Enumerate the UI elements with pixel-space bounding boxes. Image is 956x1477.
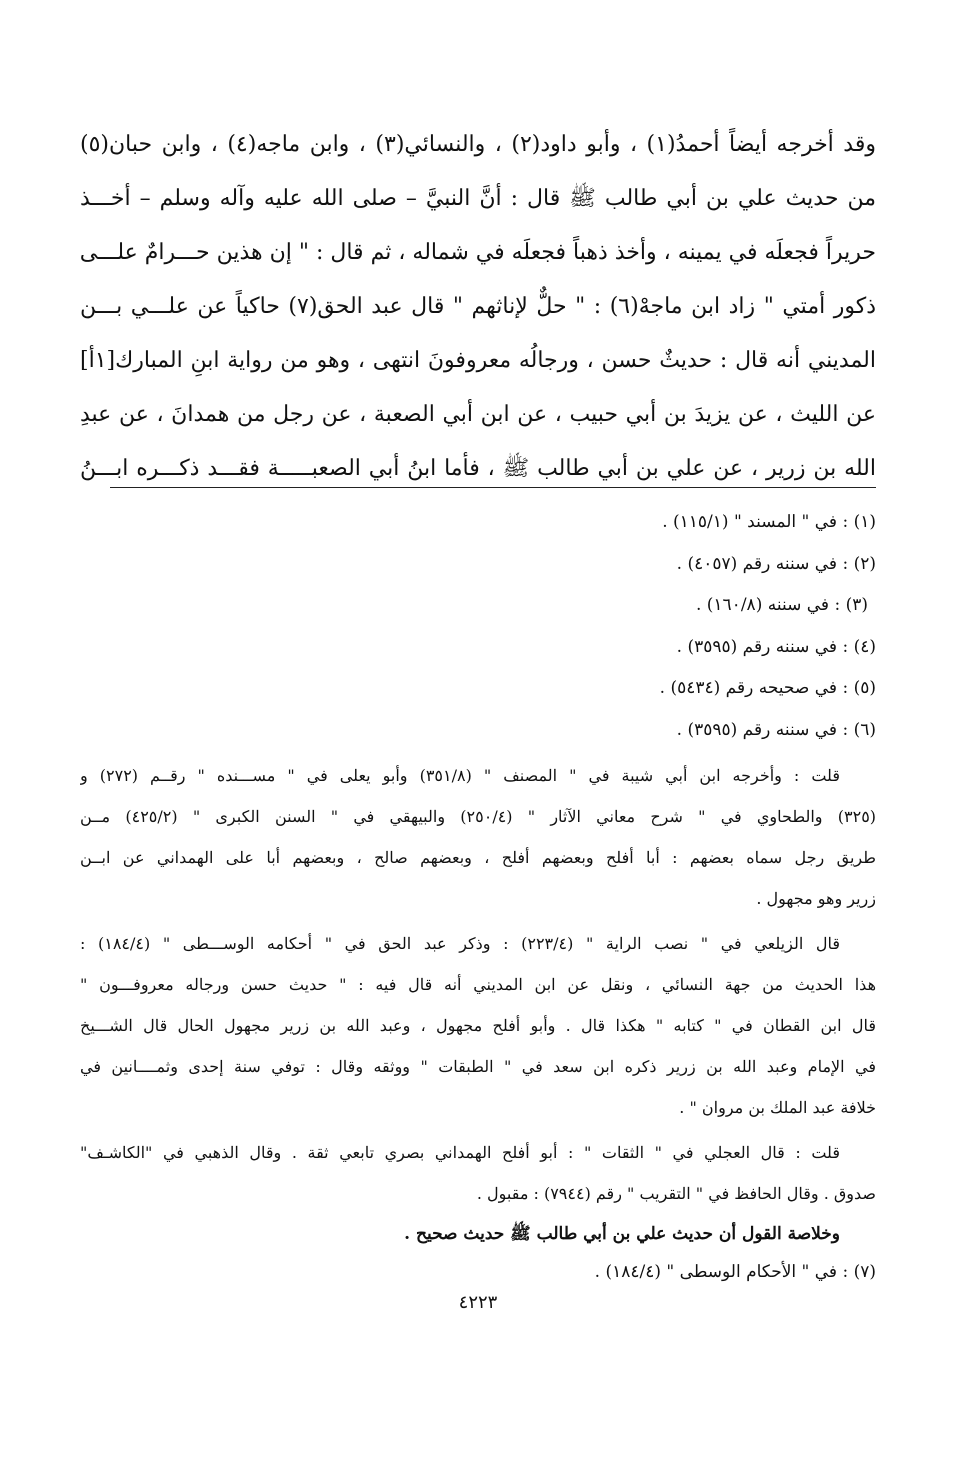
- footnote-5: (٥) : في صحيحه رقم (٥٤٣٤) .: [659, 678, 876, 698]
- note-line: قلت : قال العجلي في " الثقات " : أبو أفلح الهمداني بصري تابعي ثقة . وقال الذهبي في "الكاشـف": [80, 1143, 840, 1162]
- note-block-3: [80, 1132, 876, 1214]
- main-text: [80, 118, 876, 496]
- main-line: ذكور أمتي " زاد ابن ماجهْ(٦) : " حلٌّ لإناثهم " قال عبد الحق(٧) حاكياً عن علـــي بـــن: [80, 294, 876, 319]
- note-line: في الإمام وعبد الله بن زرير ذكره ابن سعد في " الطبقات " ووثقه وقال : توفي سنة إحدى وثمــــانين في: [80, 1057, 876, 1076]
- note-line: هذا الحديث من جهة النسائي ، ونقل عن ابن المديني أنه قال فيه : " حديث حسن ورجاله معروفـــون ": [80, 975, 876, 994]
- note-line: قال ابن القطان في " كتابه " هكذا قال . وأبو أفلح مجهول ، وعبد الله بن زرير مجهول الحال قال الشـــيخ: [80, 1016, 876, 1035]
- main-line: من حديث علي بن أبي طالب ﷺ قال : أنَّ النبيَّ – صلى الله عليه وآله وسلم – أخـــذ: [80, 186, 876, 211]
- note-line: خلافة عبد الملك بن مروان " .: [679, 1098, 876, 1117]
- footnote-7: (٧) : في " الأحكام الوسطى " (١٨٤/٤) .: [594, 1262, 876, 1282]
- note-block-1: [80, 755, 876, 919]
- main-line: حريراً فجعلَه في يمينه ، وأخذ ذهباً فجعلَه في شماله ، ثم قال : " إن هذين حـــرامٌ علـــى: [80, 240, 876, 265]
- main-line: الله بن زرير ، عن علي بن أبي طالب ﷺ ، فأما ابنُ أبي الصعبـــــة فقـــد ذكـــره ابـــنُ: [80, 456, 876, 481]
- note-line: صدوق . وقال الحافظ في " التقريب " رقم (٧٩٤٤) : مقبول .: [476, 1184, 876, 1203]
- note-line: (٣٢٥) والطحاوي في " شرح معاني الآثار " (٢٥٠/٤) والبيهقي في " السنن الكبرى " (٤٢٥/٢) مــن: [80, 807, 876, 826]
- note-line: طريق رجل سماه بعضهم : أبا أفلح وبعضهم أفلح ، وبعضهم صالح ، وبعضهم أبا على الهمداني عن ابــن: [80, 848, 876, 867]
- main-line: عن الليث ، عن يزيدَ بن أبي حبيب ، عن ابن أبي الصعبة ، عن رجل من همدانَ ، عن عبدِ: [80, 402, 876, 427]
- footnote-4: (٤) : في سننه رقم (٣٥٩٥) .: [676, 636, 876, 657]
- footnotes: [80, 502, 876, 1290]
- footnote-3: (٣) : في سننه (١٦٠/٨) .: [695, 595, 868, 615]
- summary-statement: وخلاصة القول أن حديث علي بن أبي طالب ﷺ حديث صحيح .: [404, 1224, 840, 1244]
- footnote-2: (٢) : في سننه رقم (٤٠٥٧) .: [676, 553, 876, 574]
- note-block-2: [80, 923, 876, 1128]
- main-line: وقد أخرجه أيضاً أحمدُ(١) ، وأبو داود(٢) ، والنسائي(٣) ، وابن ماجه(٤) ، وابن حبان(٥): [80, 132, 876, 157]
- footnote-separator: [110, 487, 876, 488]
- note-line: قال الزيلعي في " نصب الراية " (٢٢٣/٤) : وذكر عبد الحق في " أحكامه الوســـطى " (١٨٤/٤) :: [80, 934, 841, 953]
- note-line: قلت : وأخرجه ابن أبي شيبة في " المصنف " (٣٥١/٨) وأبو يعلى في " مســـنده " رقــم (٢٧٢) و: [80, 766, 841, 785]
- main-line: المديني أنه قال : حديثٌ حسن ، ورجالُه معروفونَ انتهى ، وهو من رواية ابنِ المبارك[١أ]: [80, 348, 876, 373]
- footnote-6: (٦) : في سننه رقم (٣٥٩٥) .: [676, 719, 876, 740]
- page-number: ٤٢٢٣: [458, 1292, 498, 1313]
- note-line: زرير وهو مجهول .: [756, 889, 876, 908]
- footnote-1: (١) : في " المسند " (١١٥/١) .: [662, 512, 876, 532]
